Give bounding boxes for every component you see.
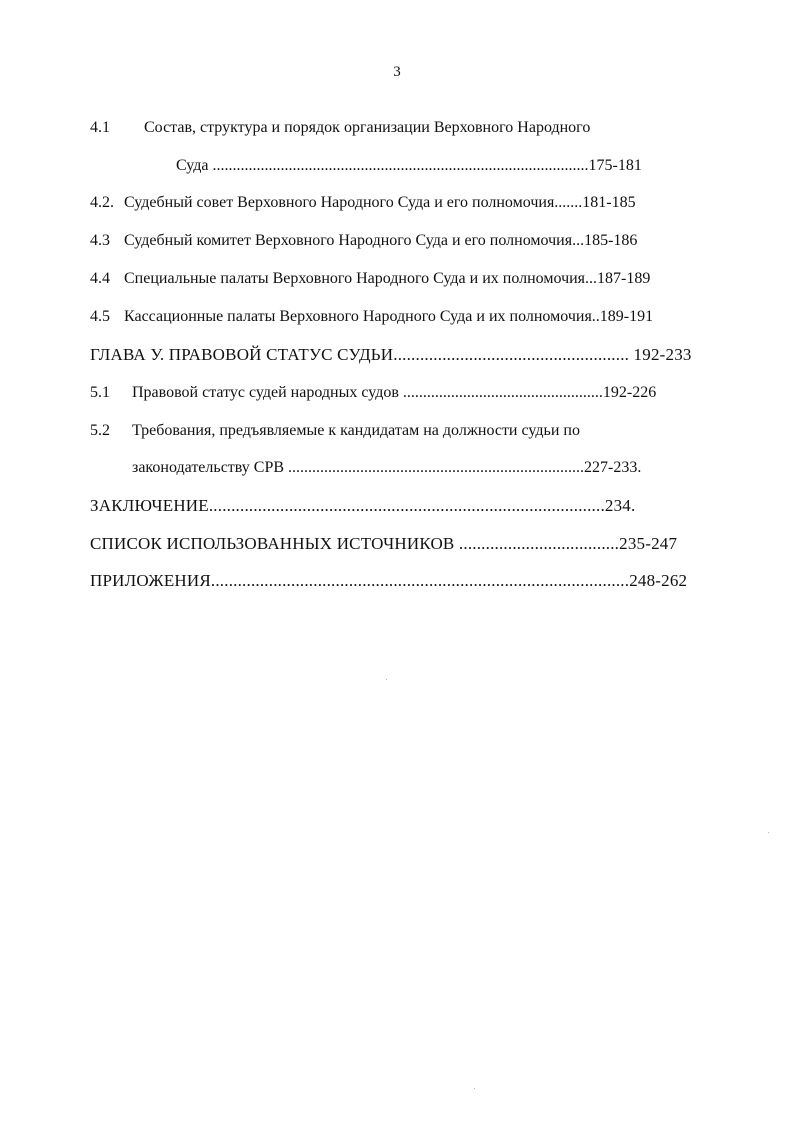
- toc-entry-5-2-title: [132, 421, 580, 441]
- scan-speck: [474, 1088, 475, 1089]
- toc-entry-title: Требования, предъявляемые к кандидатам на должности судьи по: [132, 422, 580, 439]
- toc-entry-number: 5.1: [90, 384, 110, 401]
- toc-entry-number: 5.2: [90, 422, 110, 439]
- toc-entry-4-4-title: [124, 269, 650, 289]
- toc-entry-4-5: [90, 307, 110, 327]
- toc-entry-title: ЗАКЛЮЧЕНИЕ.........................................................................................234.: [90, 496, 636, 515]
- scan-speck: [386, 679, 387, 680]
- toc-entry-number: 4.4: [90, 270, 110, 287]
- toc-entry-4-3: [90, 231, 110, 251]
- toc-entry-title: законодательству СРВ ..........................................................................227-233.: [132, 459, 642, 476]
- toc-entry-title: СПИСОК ИСПОЛЬЗОВАННЫХ ИСТОЧНИКОВ ....................................235-247: [90, 534, 678, 553]
- toc-entry-title: Правовой статус судей народных судов ..................................................192-226: [132, 384, 657, 401]
- toc-appendices: [90, 571, 687, 591]
- page-number: 3: [393, 64, 401, 80]
- toc-entry-4-1: [90, 118, 110, 138]
- toc-entry-title: Специальные палаты Верховного Народного Суда и их полномочия...187-189: [124, 270, 651, 287]
- toc-entry-title: Судебный комитет Верховного Народного Суда и его полномочия...185-186: [124, 232, 638, 249]
- toc-chapter-5: [90, 345, 692, 365]
- toc-entry-5-2-continuation: [132, 458, 641, 478]
- toc-entry-5-1-title: [132, 383, 656, 403]
- toc-entry-5-2: [90, 421, 110, 441]
- toc-entry-number: 4.5: [90, 308, 110, 325]
- toc-sources: [90, 534, 677, 554]
- toc-entry-4-1-title: [144, 118, 590, 138]
- toc-conclusion: [90, 496, 635, 516]
- toc-entry-number: 4.3: [90, 232, 110, 249]
- toc-entry-title: Кассационные палаты Верховного Народного Суда и их полномочия..189-191: [124, 308, 654, 325]
- toc-entry-title: Состав, структура и порядок организации Верховного Народного: [144, 119, 591, 136]
- toc-entry-title: Суда ..............................................................................................175-181: [176, 157, 642, 174]
- toc-entry-number: 4.2.: [90, 194, 114, 211]
- toc-entry-title: ПРИЛОЖЕНИЯ..............................................................................................248-262: [90, 571, 688, 590]
- toc-entry-4-1-continuation: [176, 156, 642, 176]
- toc-entry-4-2-title: [124, 193, 636, 213]
- toc-entry-number: 4.1: [90, 119, 110, 136]
- toc-entry-4-5-title: [124, 307, 653, 327]
- toc-entry-title: Судебный совет Верховного Народного Суда и его полномочия.......181-185: [124, 194, 636, 211]
- toc-entry-4-2: [90, 193, 114, 213]
- scan-speck: [768, 832, 769, 833]
- toc-entry-4-3-title: [124, 231, 637, 251]
- toc-entry-title: ГЛАВА У. ПРАВОВОЙ СТАТУС СУДЬИ..................................................... 192-233: [90, 345, 692, 364]
- toc-entry-4-4: [90, 269, 110, 289]
- toc-entry-5-1: [90, 383, 110, 403]
